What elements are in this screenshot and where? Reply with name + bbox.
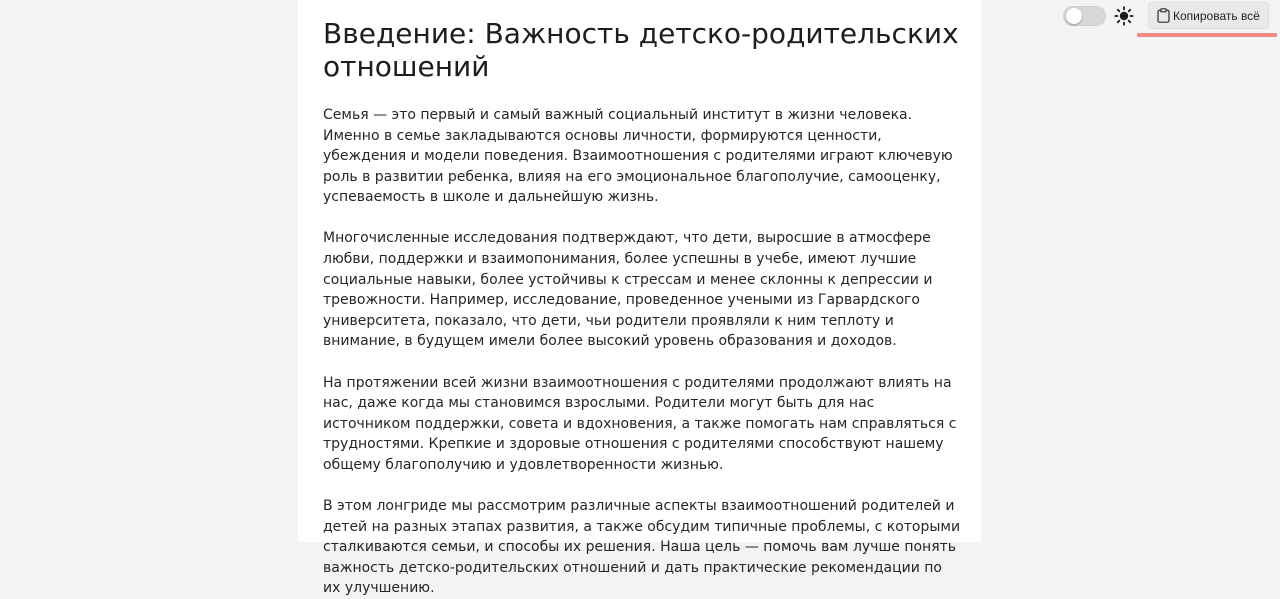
copy-all-label: Копировать всё xyxy=(1173,8,1260,23)
sun-icon[interactable] xyxy=(1114,6,1134,26)
article-title: Введение: Важность детско-родительских отношений xyxy=(323,17,959,83)
article-paragraph-2: Многочисленные исследования подтверждают, что дети, выросшие в атмосфере любви, поддержки и взаимопонимания, более успешны в учебе, имеют лучшие социальные навыки, более устойчивы к стрессам и менее склонны к депрессии и тревожности. Например, исследование, проведенное учеными из Гарвардского университета, показало, что дети, чьи родители проявляли к ним теплоту и внимание, в будущем имели более высокий уровень образования и доходов. xyxy=(323,230,933,350)
article-paragraph-1: Семья — это первый и самый важный социальный институт в жизни человека. Именно в семье закладываются основы личности, формируются ценности, убеждения и модели поведения. Взаимоотношения с родителями играют ключевую роль в развитии ребенка, влияя на его эмоциональное благополучие, самооценку, успеваемость в школе и дальнейшую жизнь. xyxy=(323,107,953,206)
article-paragraph-4: В этом лонгриде мы рассмотрим различные аспекты взаимоотношений родителей и детей на разных этапах развития, а также обсудим типичные проблемы, с которыми сталкиваются семьи, и способы их решения. Наша цель — помочь вам лучше понять важность детско-родительских отношений и дать практические рекомендации по их улучшению. xyxy=(323,498,961,597)
toggle-knob xyxy=(1066,8,1082,24)
theme-toggle[interactable] xyxy=(1063,6,1106,26)
toolbar xyxy=(1063,4,1134,28)
article xyxy=(298,0,981,597)
clipboard-icon xyxy=(1157,8,1170,23)
copy-all-area xyxy=(1137,0,1277,38)
highlight-bar xyxy=(1137,33,1277,37)
article-paragraph-3: На протяжении всей жизни взаимоотношения с родителями продолжают влиять на нас, даже когда мы становимся взрослыми. Родители могут быть для нас источником поддержки, совета и вдохновения, а также помогать нам справляться с трудностями. Крепкие и здоровые отношения с родителями способствуют нашему общему благополучию и удовлетворенности жизнью. xyxy=(323,374,957,473)
copy-all-button[interactable] xyxy=(1148,2,1269,29)
